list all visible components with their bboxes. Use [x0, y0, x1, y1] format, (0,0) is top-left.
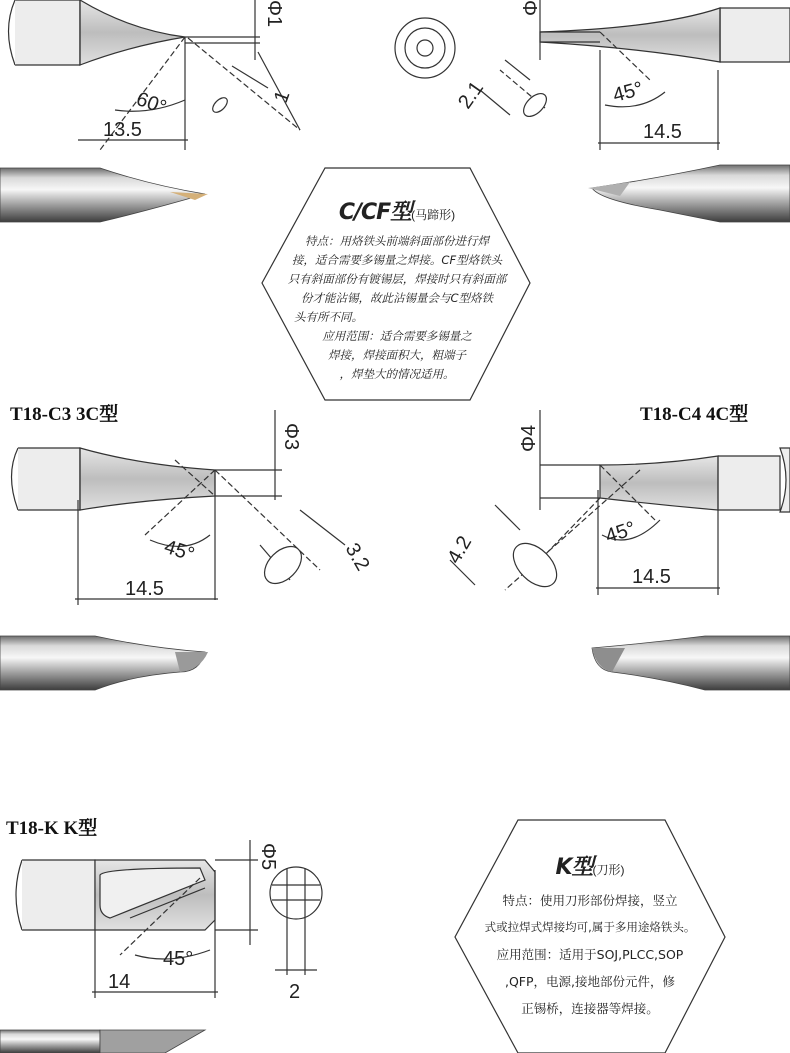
k-line: ,QFP，电源,接地部份元件，修: [504, 974, 675, 989]
c3-angle: 45°: [161, 535, 198, 567]
cf-line: 接，适合需要多锡量之焊接。CF型烙铁头: [291, 253, 503, 267]
cf-title: C/CF型: [338, 200, 412, 225]
top-left-tip-photo: [0, 168, 208, 222]
k-box-subtitle: (刀形): [592, 863, 625, 877]
k-title: T18-K K型: [6, 818, 98, 839]
c4-tip-photo: [592, 636, 790, 690]
c3-diameter: Φ3: [280, 423, 302, 451]
c3-face: 3.2: [340, 539, 374, 575]
cf-line: 份才能沾锡，故此沾锡量会与C型烙铁: [300, 291, 494, 305]
top-right-length: 14.5: [643, 121, 682, 143]
cf-line: 只有斜面部份有镀锡层，焊接时只有斜面部: [287, 272, 507, 286]
top-left-angle: 60°: [133, 88, 170, 120]
k-line: 特点：使用刀形部份焊接，竖立: [502, 893, 678, 908]
c4-angle: 45°: [602, 517, 639, 548]
cf-line: 特点：用烙铁头前端斜面部份进行焊: [305, 234, 489, 248]
k-description: [455, 850, 725, 1022]
k-box-title: K型: [555, 855, 593, 880]
cf-line: 应用范围：适合需要多锡量之: [322, 329, 472, 343]
top-left-flat: 1: [270, 87, 295, 106]
k-length: 14: [108, 971, 131, 993]
top-right-angle: 45°: [610, 77, 646, 107]
c4-length: 14.5: [632, 566, 671, 588]
k-width: 2: [289, 981, 301, 1003]
cf-line: ，焊垫大的情况适用。: [339, 367, 455, 381]
c4-drawing: [450, 410, 790, 595]
k-heading: [455, 850, 725, 881]
top-right-drawing: [395, 0, 790, 150]
c4-face: 4.2: [443, 532, 477, 568]
c4-diameter: Φ4: [518, 424, 540, 452]
k-angle: 45°: [163, 948, 194, 970]
c4-title: T18-C4 4C型: [640, 404, 749, 425]
k-diameter: Φ5: [257, 843, 279, 871]
top-right-tip-photo: [588, 165, 790, 222]
top-right-face: 2.1: [454, 77, 489, 113]
cf-line: 焊接，焊接面积大，粗端子: [328, 348, 466, 362]
c3-title: T18-C3 3C型: [10, 404, 119, 425]
top-left-length: 13.5: [103, 119, 142, 141]
c3-tip-photo: [0, 636, 208, 690]
top-left-diameter: Φ1: [263, 0, 285, 28]
k-line: 应用范围：适用于SOJ,PLCC,SOP: [496, 947, 684, 962]
cf-subtitle: (马蹄形): [411, 208, 456, 222]
k-body: [455, 887, 725, 1022]
top-right-diameter: Φ: [518, 0, 540, 16]
top-left-drawing: [9, 0, 301, 150]
c3-length: 14.5: [125, 578, 164, 600]
k-line: 式或拉焊式焊接均可,属于多用途烙铁头。: [484, 920, 696, 934]
k-tip-photo: [0, 1030, 205, 1053]
cf-heading: [272, 195, 522, 226]
k-line: 正锡桥，连接器等焊接。: [521, 1001, 659, 1016]
cf-body: [272, 232, 522, 384]
cf-description: [272, 195, 522, 384]
cf-line: 头有所不同。: [294, 310, 363, 324]
